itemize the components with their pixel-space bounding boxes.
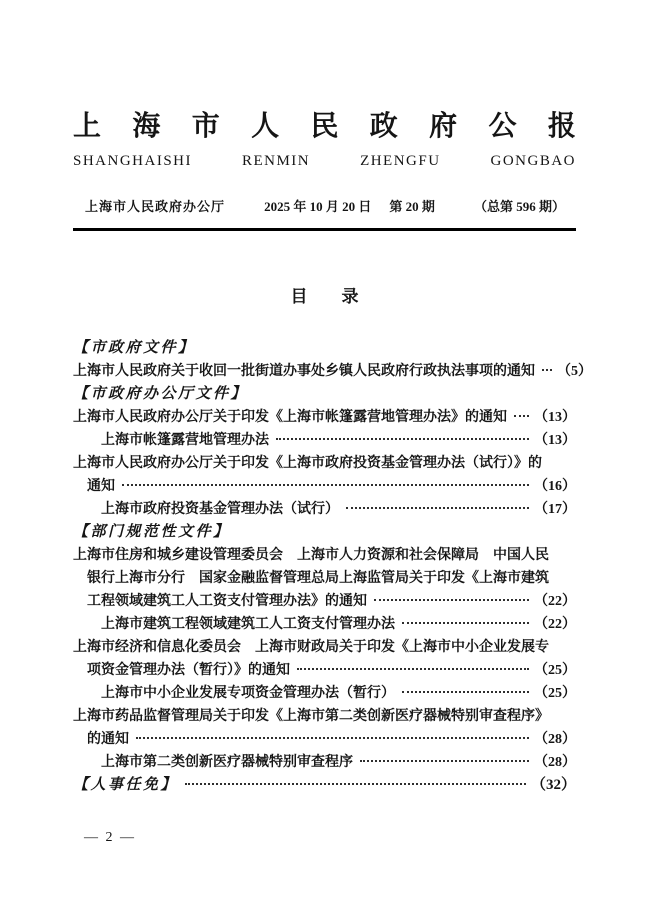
toc-row [73, 406, 576, 429]
toc-entry-text: 上海市人民政府办公厅关于印发《上海市帐篷露营地管理办法》的通知 [73, 410, 507, 426]
toc-dot-leader [276, 438, 529, 440]
toc-row [73, 337, 576, 360]
toc-entry-text: 【市政府办公厅文件】 [73, 386, 249, 403]
toc-list [73, 337, 592, 797]
toc-entry-text: 上海市建筑工程领域建筑工人工资支付管理办法 [101, 617, 395, 633]
toc-entry-text: 工程领域建筑工人工资支付管理办法》的通知 [87, 594, 367, 610]
toc-entry-text: 上海市经济和信息化委员会 上海市财政局关于印发《上海市中小企业发展专 [73, 640, 549, 656]
toc-row [73, 705, 576, 728]
toc-row [73, 728, 576, 751]
title-char: 政 [369, 111, 398, 142]
toc-entry-text: 【人事任免】 [73, 777, 179, 794]
toc-dot-leader [297, 668, 529, 670]
title-char: 海 [132, 111, 161, 142]
toc-row [73, 613, 576, 636]
toc-entry-text: 上海市政府投资基金管理办法（试行） [101, 502, 339, 518]
toc-entry-text: 银行上海市分行 国家金融监督管理总局上海监管局关于印发《上海市建筑 [87, 571, 549, 587]
toc-page-number: （16） [534, 479, 576, 495]
toc-row [73, 751, 576, 774]
title-char: 市 [191, 111, 220, 142]
cumulative-issue-number: （总第 596 期） [473, 199, 565, 215]
toc-entry-text: 上海市人民政府关于收回一批街道办事处乡镇人民政府行政执法事项的通知 [73, 364, 535, 380]
toc-entry-text: 项资金管理办法（暂行）》的通知 [87, 663, 290, 679]
toc-dot-leader [542, 369, 552, 371]
toc-row [73, 498, 576, 521]
toc-page-number: （17） [534, 502, 576, 518]
page-content [73, 0, 592, 797]
toc-row [73, 544, 576, 567]
toc-page-number: （13） [534, 433, 576, 449]
toc-page-number: （25） [534, 686, 576, 702]
toc-entry-text: 通知 [87, 479, 115, 495]
toc-page-number: （28） [534, 755, 576, 771]
issue-number: 第 20 期 [389, 199, 435, 215]
toc-page-number: （5） [557, 364, 592, 380]
title-char: 上 [73, 111, 102, 142]
toc-entry-text: 上海市帐篷露营地管理办法 [101, 433, 269, 449]
header-rule [73, 228, 576, 231]
issue-info [264, 199, 435, 216]
toc-page-number: （22） [534, 594, 576, 610]
toc-row [73, 360, 592, 383]
gazette-title [73, 112, 576, 141]
toc-row [73, 636, 576, 659]
toc-dot-leader [360, 760, 529, 762]
toc-heading: 目 录 [290, 287, 359, 307]
toc-entry-text: 的通知 [87, 732, 129, 748]
toc-entry-text: 上海市人民政府办公厅关于印发《上海市政府投资基金管理办法（试行）》的 [73, 456, 542, 472]
toc-entry-text: 上海市第二类创新医疗器械特别审查程序 [101, 755, 353, 771]
toc-row [73, 682, 576, 705]
title-char: 府 [429, 111, 458, 142]
toc-dot-leader [514, 415, 529, 417]
toc-dot-leader [346, 507, 529, 509]
toc-page-number: （28） [534, 732, 576, 748]
toc-row [73, 590, 576, 613]
toc-dot-leader [374, 599, 529, 601]
toc-row [73, 475, 576, 498]
pinyin-word: GONGBAO [490, 153, 576, 170]
toc-entry-text: 【部门规范性文件】 [73, 524, 231, 541]
toc-row [73, 567, 576, 590]
toc-row [73, 452, 576, 475]
title-char: 人 [251, 111, 280, 142]
toc-entry-text: 上海市药品监督管理局关于印发《上海市第二类创新医疗器械特别审查程序》 [73, 709, 549, 725]
pinyin-word: SHANGHAISHI [73, 153, 193, 170]
page-number-footer: — 2 — [84, 830, 136, 845]
toc-page-number: （32） [530, 777, 576, 794]
toc-entry-text: 上海市中小企业发展专项资金管理办法（暂行） [101, 686, 395, 702]
toc-dot-leader [122, 484, 529, 486]
toc-row [73, 429, 576, 452]
publisher-row [73, 199, 576, 216]
toc-row [73, 383, 576, 406]
toc-row [73, 659, 576, 682]
publisher-office: 上海市人民政府办公厅 [85, 199, 226, 215]
toc-page-number: （22） [534, 617, 576, 633]
toc-dot-leader [185, 783, 526, 785]
toc-dot-leader [402, 622, 529, 624]
title-char: 报 [547, 111, 576, 142]
toc-row [73, 774, 576, 797]
title-char: 公 [488, 111, 517, 142]
toc-entry-text: 上海市住房和城乡建设管理委员会 上海市人力资源和社会保障局 中国人民 [73, 548, 549, 564]
toc-entry-text: 【市政府文件】 [73, 340, 196, 357]
gazette-title-pinyin [73, 154, 576, 169]
pinyin-word: RENMIN [241, 153, 311, 170]
toc-page-number: （13） [534, 410, 576, 426]
toc-dot-leader [136, 737, 529, 739]
title-char: 民 [310, 111, 339, 142]
toc-page-number: （25） [534, 663, 576, 679]
pinyin-word: ZHENGFU [360, 153, 441, 170]
toc-row [73, 521, 576, 544]
issue-date: 2025 年 10 月 20 日 [264, 199, 372, 215]
toc-dot-leader [402, 691, 529, 693]
